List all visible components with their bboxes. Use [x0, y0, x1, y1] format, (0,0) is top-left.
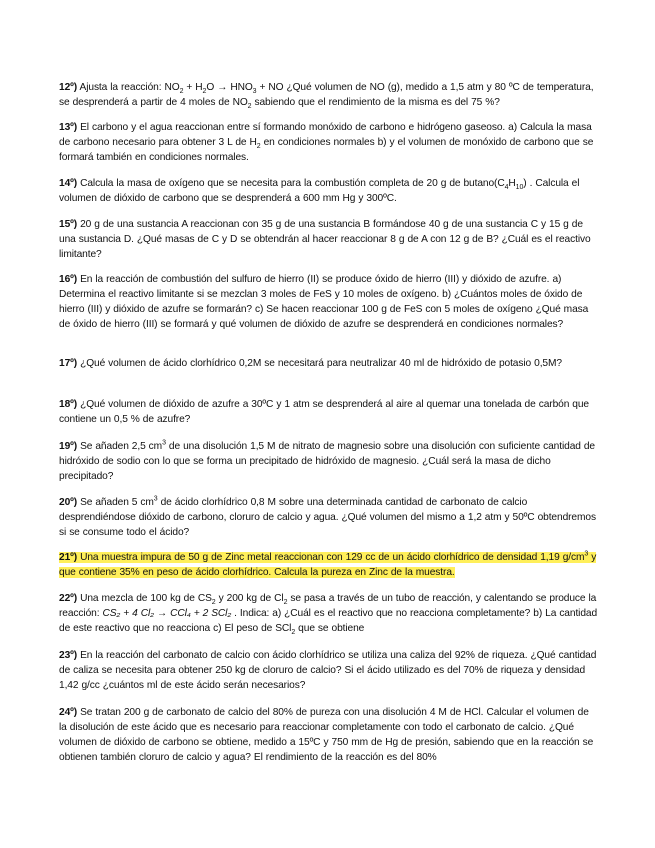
problem-20 — [59, 495, 599, 540]
problem-text: ¿Qué volumen de ácido clorhídrico 0,2M se necesitará para neutralizar 40 ml de hidróxido de potasio 0,5M? — [77, 358, 562, 369]
superscript: 3 — [153, 495, 158, 503]
problem-13 — [59, 120, 599, 165]
problem-text: + H — [183, 82, 203, 93]
problem-number: 14º) — [59, 178, 78, 189]
problem-number: 12º) — [59, 82, 78, 93]
subscript: 2 — [283, 599, 288, 607]
subscript: 2 — [179, 88, 184, 96]
subscript: 2 — [247, 103, 252, 111]
problem-text-highlighted: y que contiene 35% en peso de ácido clorhídrico. Calcula la pureza en Zinc de la muestra. — [59, 552, 597, 578]
subscript: 2 — [291, 629, 296, 637]
problem-text: En la reacción del carbonato de calcio con ácido clorhídrico se utiliza una caliza del 92% de riqueza. ¿Qué cantidad de caliza se necesita para obtener 250 kg de cloruro de calcio? Si el ácido utilizado es del 70% de riqueza y densidad 1,42 g/cc ¿cuántos ml de este ácido serán necesarios? — [59, 650, 597, 691]
problem-number: 24º) — [59, 707, 78, 718]
subscript: 3 — [252, 88, 257, 96]
problem-text: ) . Calcula el volumen de dióxido de carbono que se desprenderá a 600 mm Hg y 300ºC. — [59, 178, 580, 204]
problem-text: Se añaden 5 cm — [77, 497, 154, 508]
problem-text: que se obtiene — [295, 623, 365, 634]
superscript: 3 — [162, 439, 166, 447]
problem-number: 22º) — [59, 593, 78, 604]
problem-22 — [59, 591, 599, 636]
problem-14 — [59, 176, 599, 206]
problem-text: de ácido clorhídrico 0,8 M sobre una determinada cantidad de carbonato de calcio desprendiéndose dióxido de carbono, cloruro de calcio y agua. ¿Qué volumen del mismo a 1,2 atm y 50ºC obtendremos si se consume todo el ácido? — [59, 497, 596, 538]
subscript: 10 — [515, 184, 524, 192]
problem-text: y 200 kg de Cl — [215, 593, 284, 604]
problem-number: 15º) — [59, 219, 78, 230]
problem-number: 20º) — [59, 497, 78, 508]
problem-23 — [59, 648, 599, 693]
problem-18 — [59, 397, 599, 427]
problem-text: se pasa a través de un tubo de reacción, y calentando se produce la reacción: — [59, 593, 597, 619]
subscript: 4 — [504, 184, 509, 192]
problem-text: Una mezcla de 100 kg de CS — [77, 593, 212, 604]
problem-17 — [59, 356, 599, 371]
problem-text: 20 g de una sustancia A reaccionan con 35 g de una sustancia B formándose 40 g de una sustancia C y 15 g de una sustancia D. ¿Qué masas de C y D se obtendrán al hacer reaccionar 8 g de A con 12 g de B? ¿Cuál es el reactivo limitante? — [59, 219, 591, 260]
problem-number: 16º) — [59, 274, 78, 285]
problem-text: de una disolución 1,5 M de nitrato de magnesio sobre una disolución con suficiente cantidad de hidróxido de sodio con lo que se forma un precipitado de hidróxido de magnesio. ¿Cuál será la masa de dicho precipitado? — [59, 441, 595, 482]
problem-12 — [59, 80, 599, 110]
problem-21 — [59, 550, 599, 580]
reaction-equation: CS₂ + 4 Cl₂ → CCl₄ + 2 SCl₂ — [102, 608, 232, 619]
problem-text: Ajusta la reacción: NO — [77, 82, 180, 93]
problem-text: sabiendo que el rendimiento de la misma es del 75 %? — [251, 97, 500, 108]
problem-text: O → HNO — [206, 82, 253, 93]
problem-text: Se tratan 200 g de carbonato de calcio del 80% de pureza con una disolución 4 M de HCl. Calcular el volumen de la disolución de este ácido que es necesario para reaccionar completamente con todo el carbonato de calcio. ¿Qué volumen de dióxido de carbono se obtiene, medido a 15ºC y 750 mm de Hg de presión, sabiendo que en la reacción se obtienen también cloruro de calcio y agua? El rendimiento de la reacción es del 80% — [59, 707, 594, 763]
subscript: 2 — [256, 143, 261, 151]
problem-19 — [59, 439, 599, 484]
problem-text: Se añaden 2,5 cm — [77, 441, 163, 452]
problem-number: 13º) — [59, 122, 78, 133]
problem-number: 17º) — [59, 358, 78, 369]
subscript: 2 — [202, 88, 207, 96]
problem-number: 19º) — [59, 441, 78, 452]
problem-text: . Indica: a) ¿Cuál es el reactivo que no reacciona completamente? b) La cantidad de este reactivo que no reacciona c) El peso de SCl — [59, 608, 598, 634]
problem-number: 23º) — [59, 650, 78, 661]
problem-text: El carbono y el agua reaccionan entre sí formando monóxido de carbono e hidrógeno gaseoso. a) Calcula la masa de carbono necesario para obtener 3 L de H — [59, 122, 592, 148]
problem-text: ¿Qué volumen de dióxido de azufre a 30ºC y 1 atm se desprenderá al aire al quemar una tonelada de carbón que contiene un 0,5 % de azufre? — [59, 399, 589, 425]
problem-text: en condiciones normales b) y el volumen de monóxido de carbono que se formará también en condiciones normales. — [59, 137, 594, 163]
problem-number: 18º) — [59, 399, 78, 410]
superscript: 3 — [584, 550, 589, 558]
problem-number: 21º) — [59, 552, 78, 563]
problem-15 — [59, 217, 599, 262]
problem-16 — [59, 272, 599, 332]
subscript: 2 — [211, 599, 216, 607]
problem-24 — [59, 705, 599, 765]
problem-text: H — [508, 178, 516, 189]
problem-text-highlighted: Una muestra impura de 50 g de Zinc metal reaccionan con 129 cc de un ácido clorhídrico de densidad 1,19 g/cm — [77, 552, 585, 563]
problem-text: En la reacción de combustión del sulfuro de hierro (II) se produce óxido de hierro (III) y dióxido de azufre. a) Determina el reactivo limitante si se mezclan 3 moles de FeS y 10 moles de oxígeno. b) ¿Cuántos moles de óxido de hierro (III) y dióxido de azufre se formarán? c) Se hacen reaccionar 100 g de FeS con 5 moles de oxígeno ¿Qué masa de óxido de hierro (III) se formará y qué volumen de dióxido de azufre se desprenderá en condiciones normales? — [59, 274, 589, 330]
problem-text: + NO ¿Qué volumen de NO (g), medido a 1,5 atm y 80 ºC de temperatura, se desprenderá a partir de 4 moles de NO — [59, 82, 594, 108]
problem-text: Calcula la masa de oxígeno que se necesita para la combustión completa de 20 g de butano(C — [77, 178, 505, 189]
